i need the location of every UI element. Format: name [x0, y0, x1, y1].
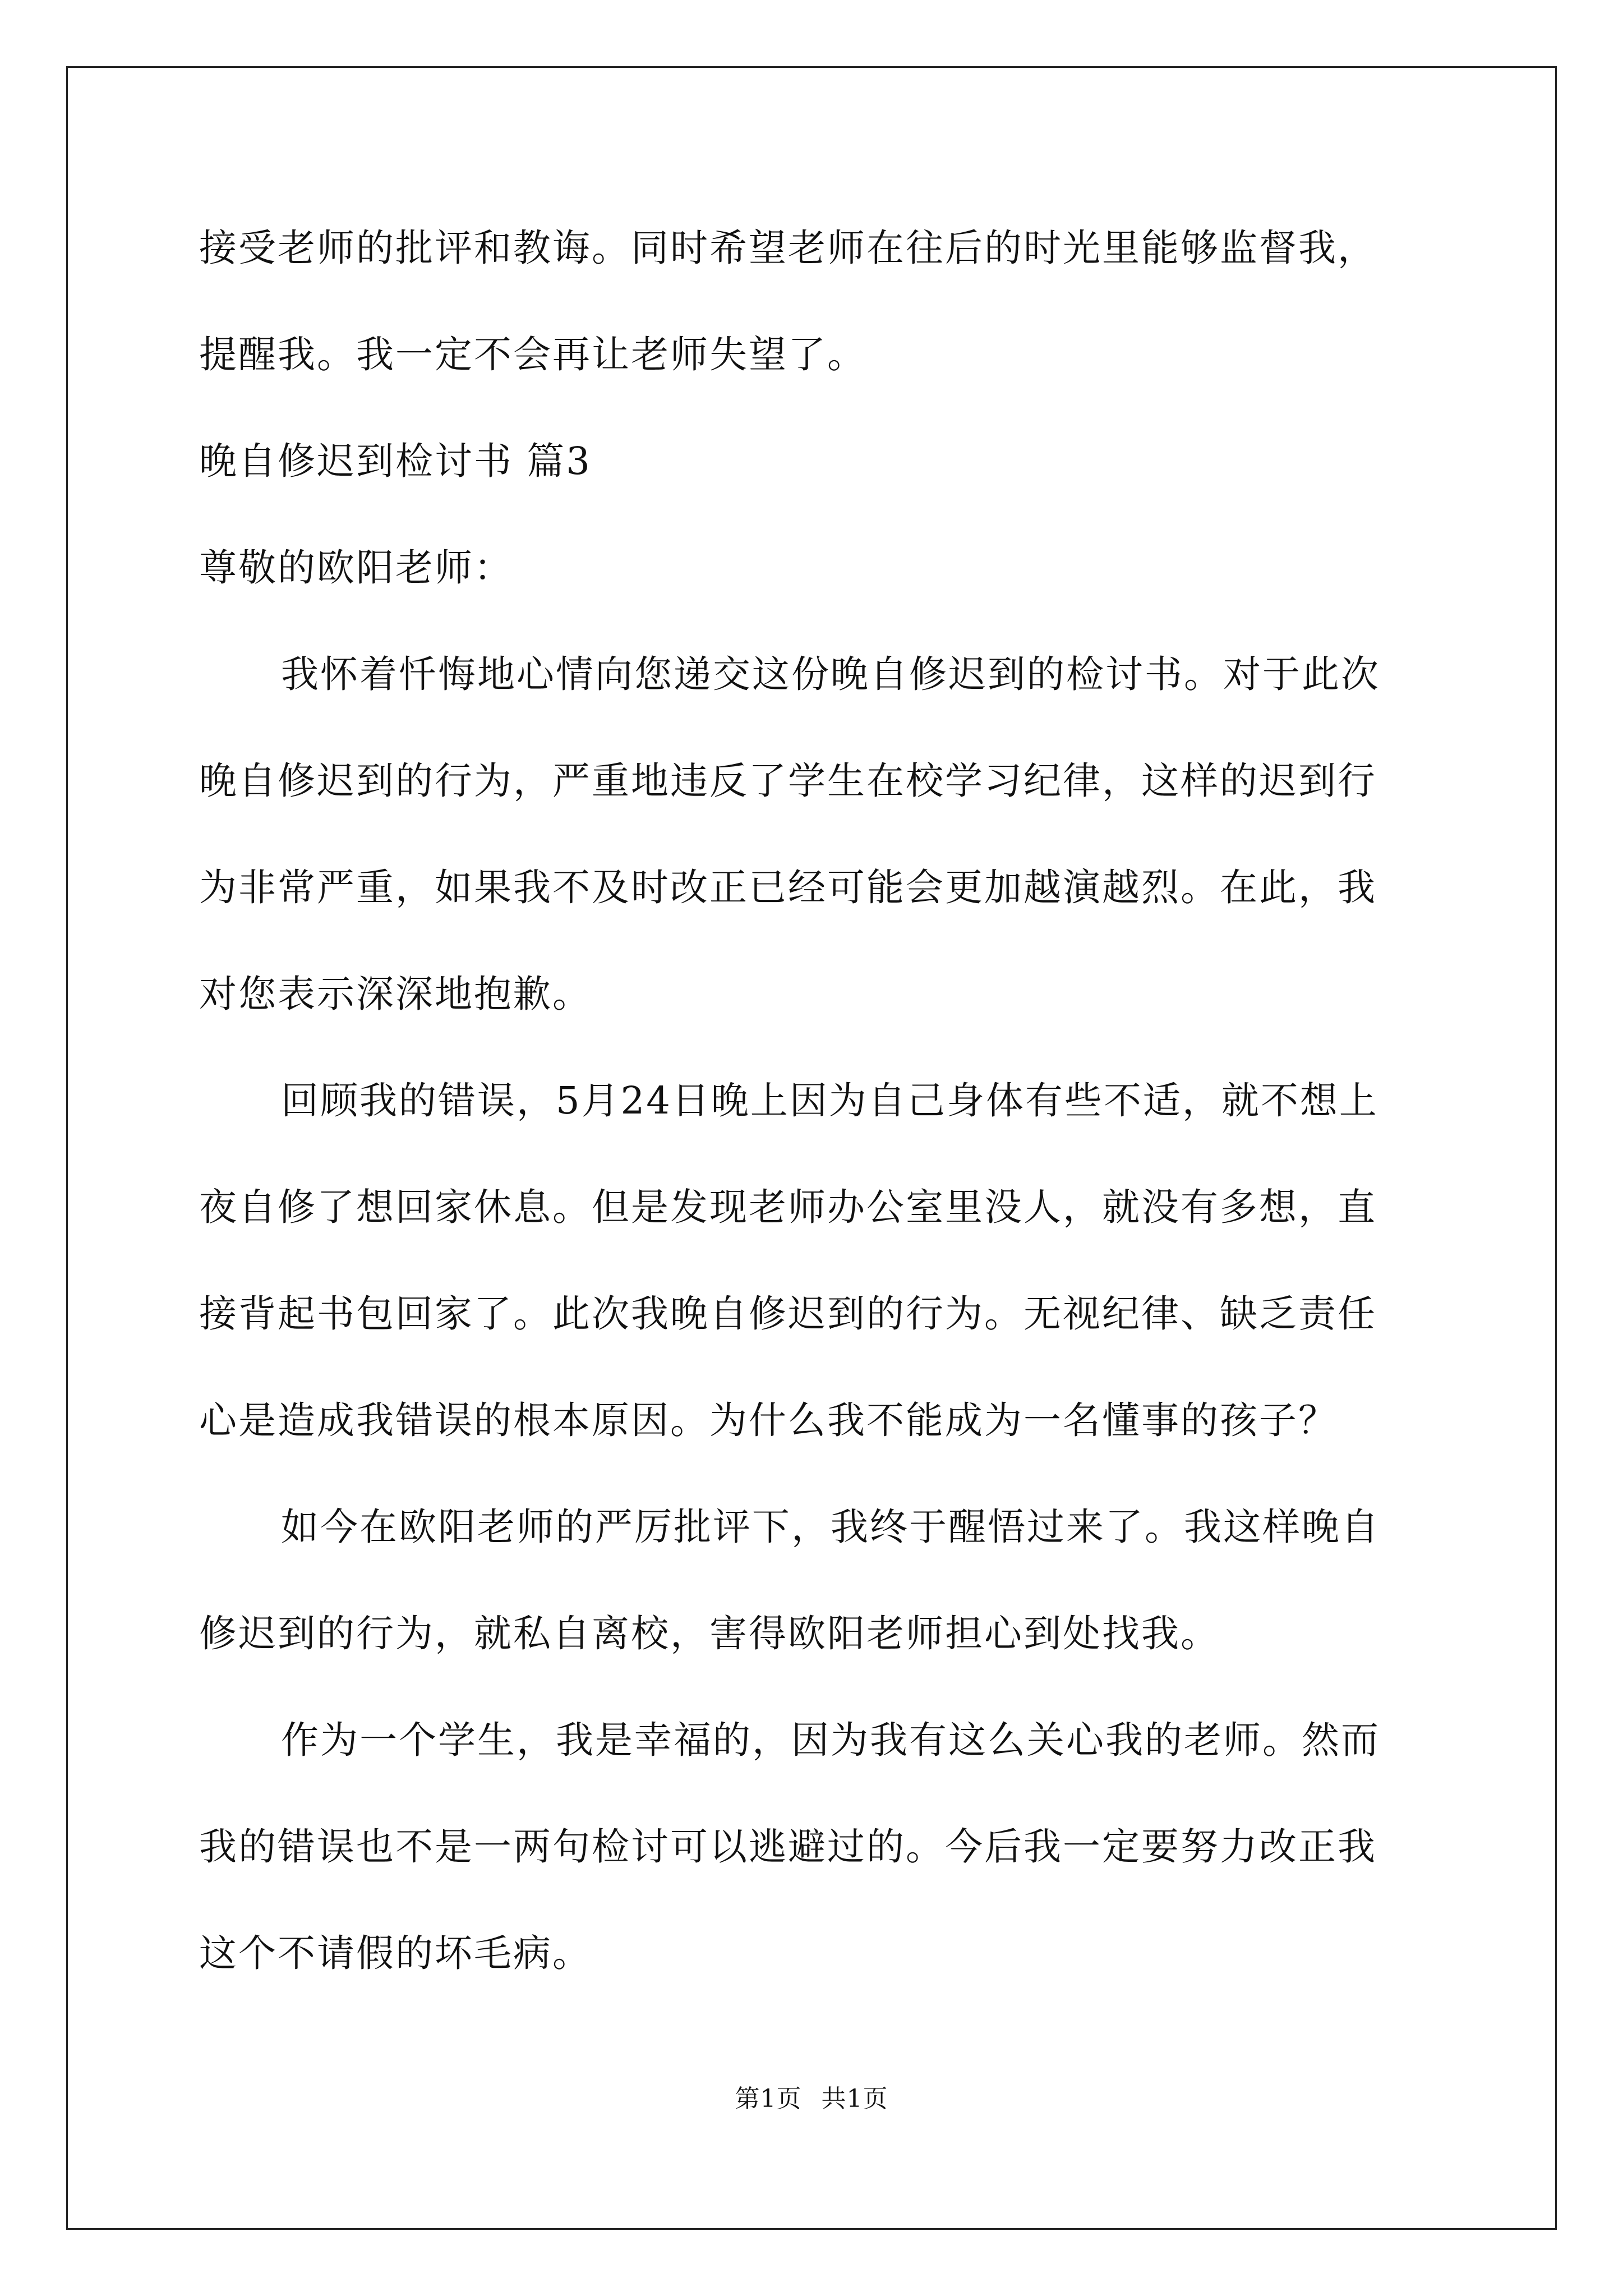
body-line: 对您表示深深地抱歉。 [199, 972, 592, 1016]
paragraph-start-line: 如今在欧阳老师的严厉批评下，我终于醒悟过来了。我这样晚自 [281, 1505, 1380, 1549]
body-line: 为非常严重，如果我不及时改正已经可能会更加越演越烈。在此，我 [199, 866, 1377, 909]
paragraph-start-line: 作为一个学生，我是幸福的，因为我有这么关心我的老师。然而 [281, 1718, 1380, 1762]
body-line: 晚自修迟到的行为，严重地违反了学生在校学习纪律，这样的迟到行 [199, 759, 1377, 803]
body-line: 夜自修了想回家休息。但是发现老师办公室里没人，就没有多想，直 [199, 1185, 1377, 1229]
document-body [199, 195, 1433, 2007]
salutation: 尊敬的欧阳老师： [199, 546, 513, 590]
body-line: 这个不请假的坏毛病。 [199, 1931, 592, 1975]
body-line: 心是造成我错误的根本原因。为什么我不能成为一名懂事的孩子？ [199, 1398, 1338, 1442]
section-heading: 晚自修迟到检讨书 篇3 [199, 439, 592, 483]
body-line: 接背起书包回家了。此次我晚自修迟到的行为。无视纪律、缺乏责任 [199, 1292, 1377, 1336]
page-number: 第1页 [735, 2085, 802, 2113]
body-line: 我的错误也不是一两句检讨可以逃避过的。今后我一定要努力改正我 [199, 1825, 1377, 1869]
paragraph-start-line: 我怀着忏悔地心情向您递交这份晚自修迟到的检讨书。对于此次 [281, 652, 1380, 696]
body-line: 提醒我。我一定不会再让老师失望了。 [199, 333, 866, 376]
page-total: 共1页 [821, 2085, 888, 2113]
body-line: 修迟到的行为，就私自离校，害得欧阳老师担心到处找我。 [199, 1612, 1220, 1655]
page-footer [0, 2078, 1623, 2114]
body-line: 接受老师的批评和教诲。同时希望老师在往后的时光里能够监督我， [199, 226, 1377, 270]
paragraph-start-line: 回顾我的错误，5月24日晚上因为自己身体有些不适，就不想上 [281, 1079, 1378, 1122]
